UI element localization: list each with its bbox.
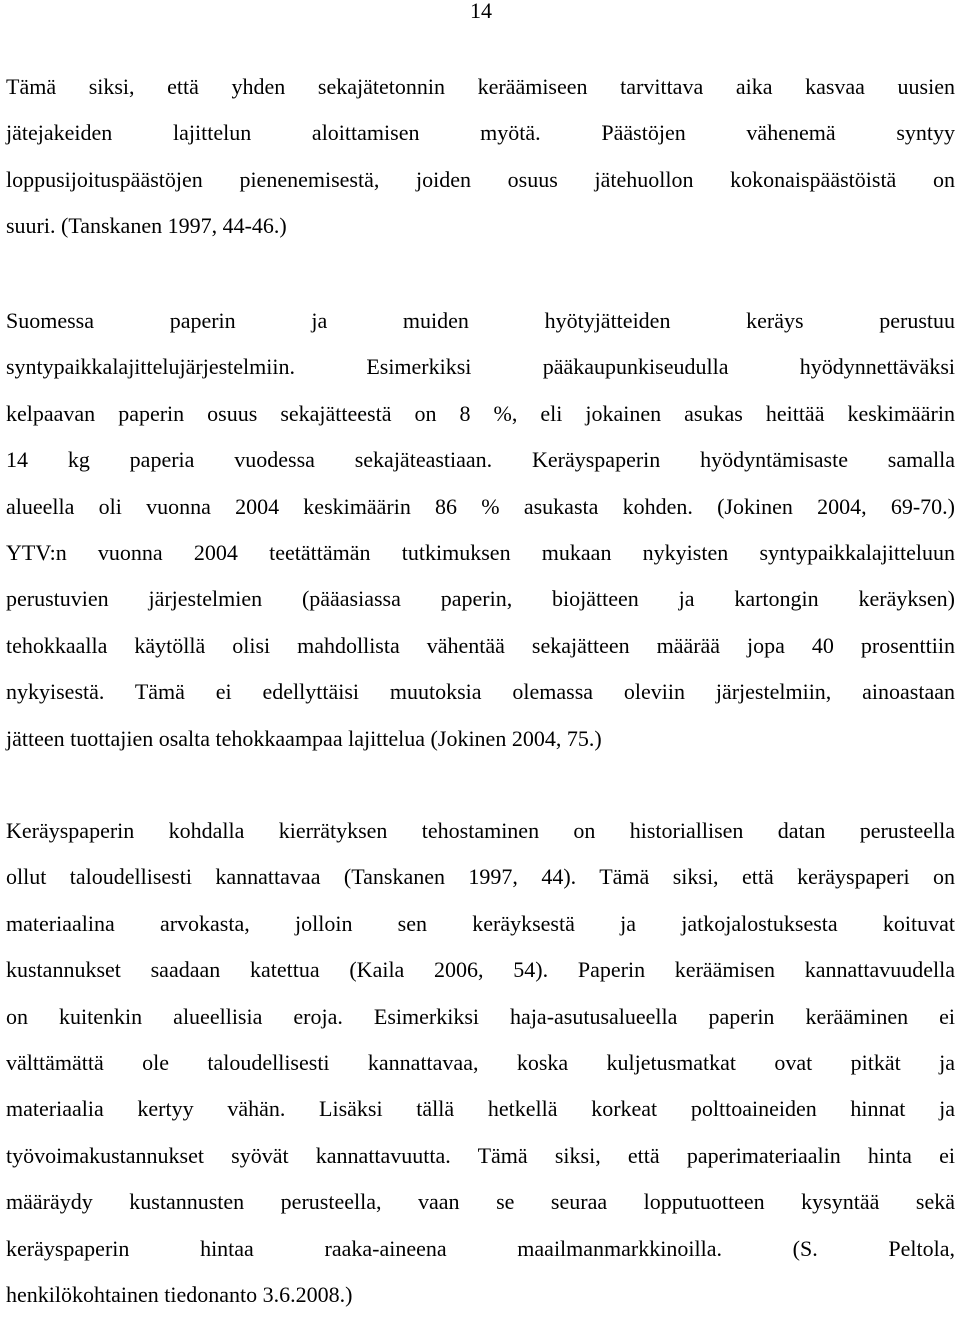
text-line: materiaalia kertyy vähän. Lisäksi tällä hetkellä korkeat polttoaineiden hinnat ja <box>6 1096 955 1122</box>
paragraph-1 <box>6 64 955 250</box>
text-line: Keräyspaperin kohdalla kierrätyksen tehostaminen on historiallisen datan perusteella <box>6 818 955 843</box>
text-line: kelpaavan paperin osuus sekajätteestä on 8 %, eli jokainen asukas heittää keskimäärin <box>6 400 955 426</box>
text-line: YTV:n vuonna 2004 teetättämän tutkimuksen mukaan nykyisten syntypaikkalajitteluun <box>6 539 955 565</box>
text-line: on kuitenkin alueellisia eroja. Esimerkiksi haja-asutusalueella paperin kerääminen ei <box>6 1003 955 1029</box>
text-line: keräyspaperin hintaa raaka-aineena maailmanmarkkinoilla. (S. Peltola, <box>6 1235 955 1261</box>
text-line: jätejakeiden lajittelun aloittamisen myötä. Päästöjen vähenemä syntyy <box>6 120 955 146</box>
text-line: tehokkaalla käytöllä olisi mahdollista vähentää sekajätteen määrää jopa 40 prosenttiin <box>6 632 955 658</box>
text-line: Suomessa paperin ja muiden hyötyjätteiden keräys perustuu <box>6 308 955 333</box>
text-line: määräydy kustannusten perusteella, vaan se seuraa lopputuotteen kysyntää sekä <box>6 1189 955 1215</box>
paragraph-3 <box>6 808 955 1318</box>
text-line: materiaalina arvokasta, jolloin sen keräyksestä ja jatkojalostuksesta koituvat <box>6 910 955 936</box>
text-line: syntypaikkalajittelujärjestelmiin. Esimerkiksi pääkaupunkiseudulla hyödynnettäväksi <box>6 354 955 380</box>
text-line: perustuvien järjestelmien (pääasiassa paperin, biojätteen ja kartongin keräyksen) <box>6 586 955 612</box>
text-line: työvoimakustannukset syövät kannattavuutta. Tämä siksi, että paperimateriaalin hinta ei <box>6 1142 955 1168</box>
text-line: kustannukset saadaan katettua (Kaila 2006, 54). Paperin keräämisen kannattavuudella <box>6 957 955 983</box>
text-line: Tämä siksi, että yhden sekajätetonnin keräämiseen tarvittava aika kasvaa uusien <box>6 74 955 99</box>
paragraph-2 <box>6 298 955 762</box>
text-line: alueella oli vuonna 2004 keskimäärin 86 % asukasta kohden. (Jokinen 2004, 69-70.) <box>6 493 955 519</box>
text-line: henkilökohtainen tiedonanto 3.6.2008.) <box>6 1281 353 1307</box>
text-line: jätteen tuottajien osalta tehokkaampaa lajittelua (Jokinen 2004, 75.) <box>6 725 602 751</box>
text-line: välttämättä ole taloudellisesti kannattavaa, koska kuljetusmatkat ovat pitkät ja <box>6 1049 955 1075</box>
page-number: 14 <box>470 0 492 23</box>
text-line: 14 kg paperia vuodessa sekajäteastiaan. Keräyspaperin hyödyntämisaste samalla <box>6 447 955 473</box>
text-line: suuri. (Tanskanen 1997, 44-46.) <box>6 213 287 239</box>
text-line: nykyisestä. Tämä ei edellyttäisi muutoksia olemassa oleviin järjestelmiin, ainoastaan <box>6 679 955 705</box>
text-line: loppusijoituspäästöjen pienenemisestä, joiden osuus jätehuollon kokonaispäästöistä on <box>6 166 955 192</box>
text-line: ollut taloudellisesti kannattavaa (Tanskanen 1997, 44). Tämä siksi, että keräyspaperi on <box>6 864 955 890</box>
